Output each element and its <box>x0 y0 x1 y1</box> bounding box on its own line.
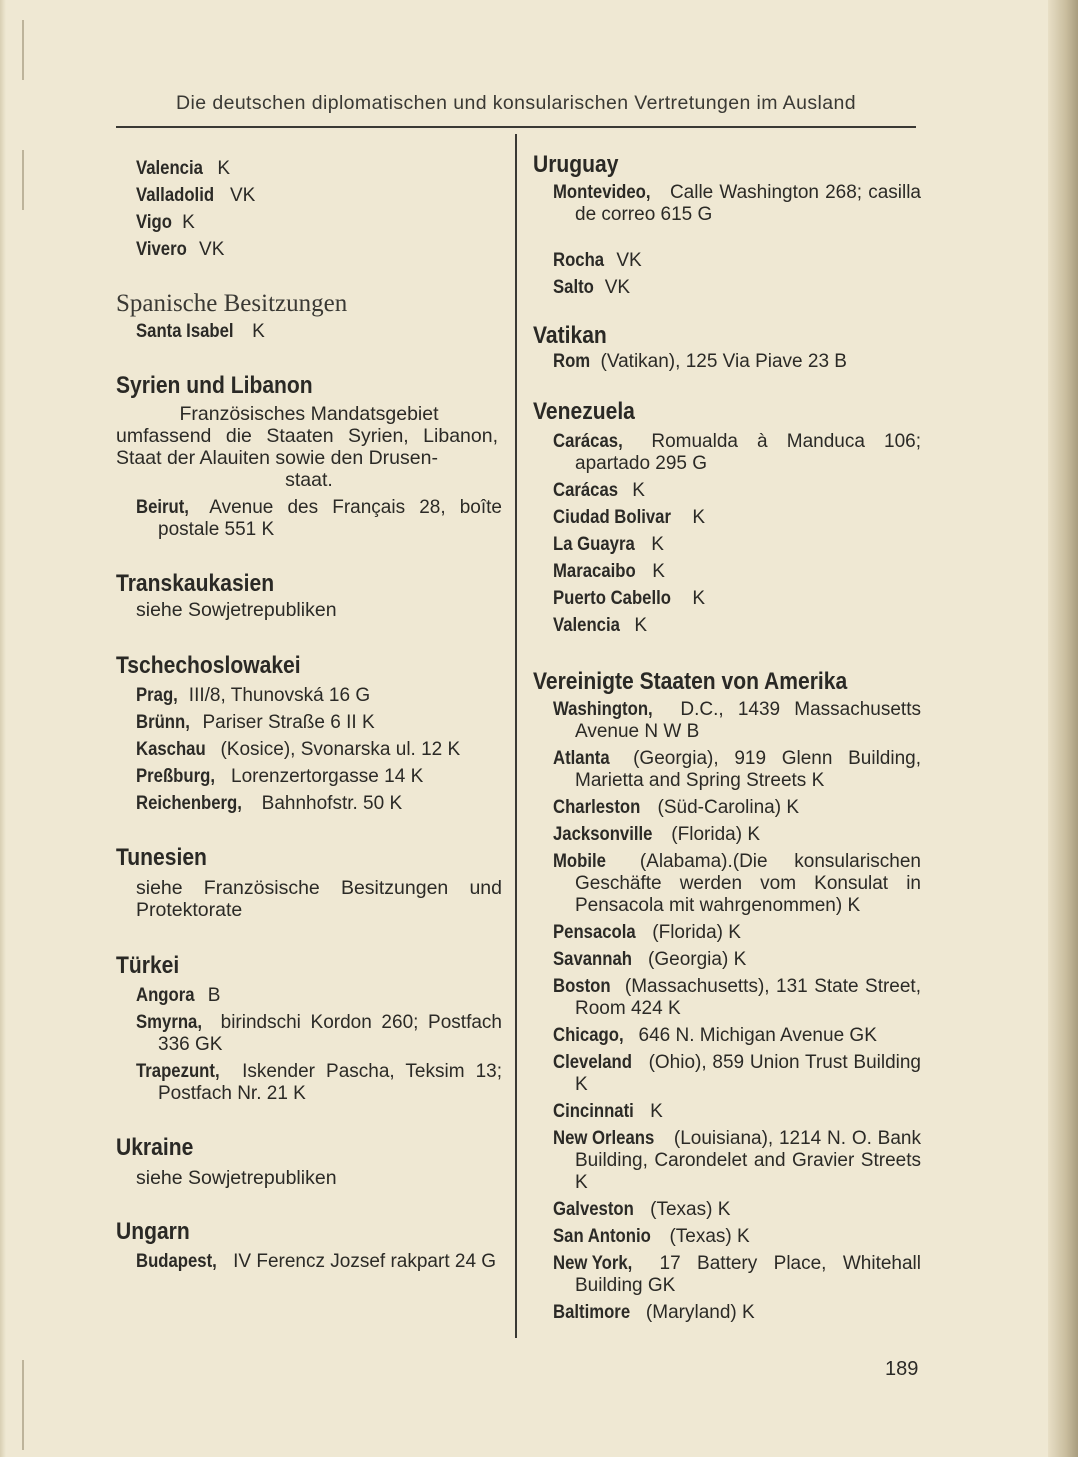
pencil-mark <box>22 20 24 80</box>
consulate-entry: Mobile (Alabama).(Die konsularischen Geschäfte werden vom Konsulat in Pensacola mit wahrgenommen) K <box>553 851 921 916</box>
consulate-entry: Pensacola (Florida) K <box>553 922 741 943</box>
section-heading: Tschechoslowakei <box>116 652 301 679</box>
consulate-entry: Maracaibo K <box>553 561 665 582</box>
section-usa <box>533 667 921 1324</box>
section-uruguay <box>533 150 921 299</box>
consulate-entry: Vivero VK <box>136 239 225 260</box>
consulate-entry: Ciudad Bolivar K <box>553 507 706 528</box>
consulate-entry: Angora B <box>136 985 221 1006</box>
section-spanish-possessions <box>116 289 502 343</box>
consulate-entry: Washington, D.C., 1439 Massachusetts Avenue N W B <box>553 699 921 742</box>
section-czechoslovakia <box>116 651 502 815</box>
consulate-entry: San Antonio (Texas) K <box>553 1226 750 1247</box>
consulate-entry: Cleveland (Ohio), 859 Union Trust Building K <box>553 1052 921 1095</box>
consulate-entry: Valladolid VK <box>136 185 256 206</box>
right-column <box>533 150 921 1324</box>
consulate-entry: Chicago, 646 N. Michigan Avenue GK <box>553 1025 877 1046</box>
consulate-entry: Valencia K <box>136 158 231 179</box>
section-heading: Türkei <box>116 952 180 979</box>
consulate-entry: Charleston (Süd-Carolina) K <box>553 797 800 818</box>
mandate-note: Französisches Mandatsgebiet <box>179 403 439 425</box>
mandate-note: staat. <box>285 469 333 491</box>
column-divider <box>515 134 517 1338</box>
consulate-entry: Trapezunt, Iskender Pascha, Teksim 13; Postfach Nr. 21 K <box>136 1061 502 1104</box>
section-heading: Transkaukasien <box>116 570 275 597</box>
section-venezuela <box>533 397 921 637</box>
section-heading: Ungarn <box>116 1218 190 1245</box>
section-heading: Spanische Besitzungen <box>116 290 348 317</box>
left-column <box>116 150 502 1273</box>
mandate-note: umfassend die Staaten Syrien, Libanon, Staat der Alauiten sowie den Drusen- <box>116 425 498 469</box>
consulate-entry: Brünn, Pariser Straße 6 II K <box>136 712 375 733</box>
section-ukraine <box>116 1133 502 1189</box>
consulate-entry: Galveston (Texas) K <box>553 1199 731 1220</box>
consulate-entry: Vigo K <box>136 212 195 233</box>
section-heading: Syrien und Libanon <box>116 372 313 399</box>
consulate-entry: New York, 17 Battery Place, Whitehall Building GK <box>553 1253 921 1296</box>
consulate-entry: Budapest, IV Ferencz Jozsef rakpart 24 G <box>136 1251 497 1272</box>
header-rule <box>116 126 916 128</box>
section-heading: Ukraine <box>116 1134 194 1161</box>
consulate-entry: Baltimore (Maryland) K <box>553 1302 755 1323</box>
section-transcaucasia <box>116 569 502 621</box>
consulate-entry: Cincinnati K <box>553 1101 663 1122</box>
consulate-entry: Preßburg, Lorenzertorgasse 14 K <box>136 766 424 787</box>
section-vatican <box>533 321 921 373</box>
pencil-mark <box>22 150 24 210</box>
section-syria <box>116 371 502 541</box>
section-hungary <box>116 1217 502 1273</box>
consulate-entry: New Orleans (Louisiana), 1214 N. O. Bank Building, Carondelet and Gravier Streets K <box>553 1128 921 1193</box>
section-tunisia <box>116 843 502 921</box>
consulate-entry: Carácas, Romualda à Manduca 106; apartado 295 G <box>553 431 921 474</box>
page-number: 189 <box>885 1358 919 1380</box>
consulate-entry: Smyrna, birindschi Kordon 260; Postfach 336 GK <box>136 1012 502 1055</box>
page-edge-shadow <box>1048 0 1078 1457</box>
consulate-entry: Boston (Massachusetts), 131 State Street, Room 424 K <box>553 976 921 1019</box>
section-heading: Uruguay <box>533 151 619 178</box>
running-head: Die deutschen diplomatischen und konsularischen Vertretungen im Ausland <box>176 92 856 114</box>
cross-reference: siehe Sowjetrepubliken <box>136 1167 337 1189</box>
consulate-entry: Beirut, Avenue des Français 28, boîte postale 551 K <box>136 497 502 540</box>
consulate-entry: Valencia K <box>553 615 648 636</box>
pencil-mark <box>22 1360 24 1450</box>
consulate-entry: Montevideo, Calle Washington 268; casilla de correo 615 G <box>553 182 921 225</box>
consulate-entry: Atlanta (Georgia), 919 Glenn Building, Marietta and Spring Streets K <box>553 748 921 791</box>
section-heading: Vatikan <box>533 322 607 349</box>
consulate-entry: Carácas K <box>553 480 645 501</box>
consulate-entry: Reichenberg, Bahnhofstr. 50 K <box>136 793 403 814</box>
consulate-entry: Prag, III/8, Thunovská 16 G <box>136 685 371 706</box>
section-turkey <box>116 951 502 1105</box>
consulate-entry: Rocha VK <box>553 250 642 271</box>
consulate-entry: Puerto Cabello K <box>553 588 706 609</box>
consulate-entry: La Guayra K <box>553 534 664 555</box>
section-heading: Venezuela <box>533 398 635 425</box>
section-heading: Vereinigte Staaten von Amerika <box>533 668 848 695</box>
cross-reference: siehe Französische Besitzungen und Protektorate <box>136 877 502 921</box>
consulate-entry: Salto VK <box>553 277 631 298</box>
consulate-entry: Jacksonville (Florida) K <box>553 824 760 845</box>
section-spain-continued <box>116 158 502 261</box>
consulate-entry: Kaschau (Kosice), Svonarska ul. 12 K <box>136 739 461 760</box>
cross-reference: siehe Sowjetrepubliken <box>136 599 337 621</box>
section-heading: Tunesien <box>116 844 207 871</box>
consulate-entry: Savannah (Georgia) K <box>553 949 747 970</box>
consulate-entry: Rom (Vatikan), 125 Via Piave 23 B <box>553 351 847 372</box>
consulate-entry: Santa Isabel K <box>136 321 265 342</box>
page-gutter-shadow <box>0 0 6 1457</box>
